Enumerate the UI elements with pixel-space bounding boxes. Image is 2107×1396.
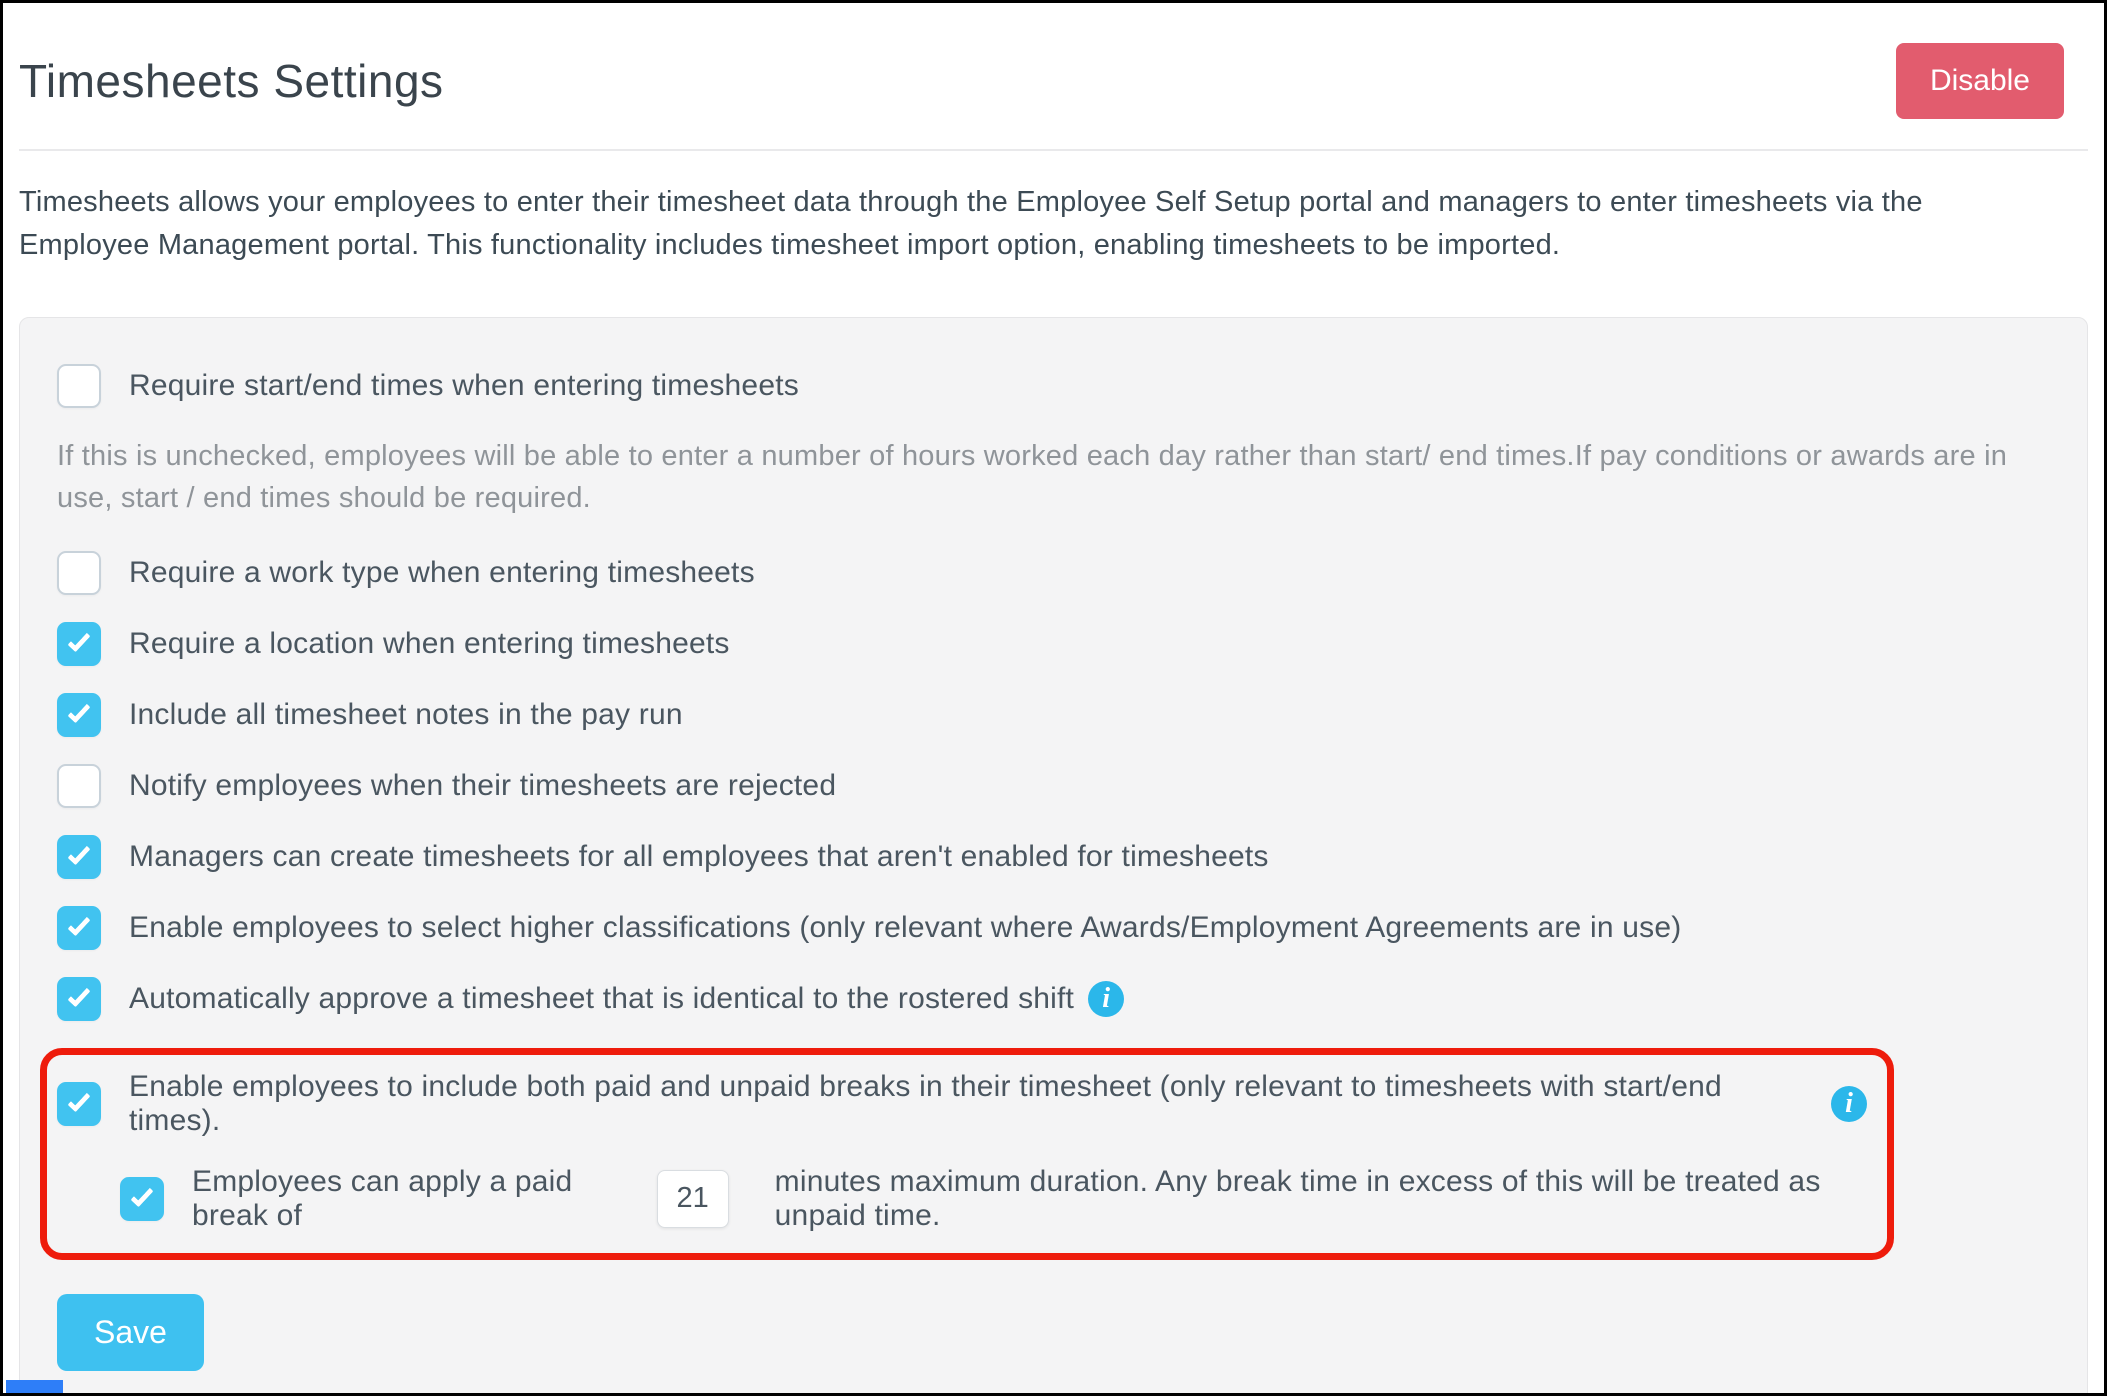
managers-create-label: Managers can create timesheets for all employees that aren't enabled for timesheets [129,839,1269,873]
info-icon[interactable]: i [1088,981,1124,1017]
paid-break-checkbox[interactable] [120,1177,164,1221]
higher-classifications-label: Enable employees to select higher classifications (only relevant where Awards/Employment Agreements are in use) [129,910,1682,944]
info-icon[interactable]: i [1831,1086,1867,1122]
notify-rejected-checkbox[interactable] [57,764,101,808]
page-title: Timesheets Settings [19,55,444,107]
require-location-label: Require a location when entering timesheets [129,626,730,660]
managers-create-checkbox[interactable] [57,835,101,879]
include-notes-checkbox[interactable] [57,693,101,737]
setting-row-paid-unpaid-breaks [57,1070,1867,1138]
require-start-end-checkbox[interactable] [57,364,101,408]
settings-panel [19,317,2088,1396]
check-icon [67,913,90,937]
check-icon [67,629,90,653]
save-button[interactable]: Save [57,1294,204,1371]
bottom-left-widget-strip [6,1380,63,1393]
disable-button[interactable]: Disable [1896,43,2064,119]
paid-break-minutes-input[interactable] [657,1170,729,1228]
check-icon [67,700,90,724]
require-location-checkbox[interactable] [57,622,101,666]
auto-approve-label: Automatically approve a timesheet that is identical to the rostered shift [129,981,1075,1015]
setting-row-higher-classifications [57,906,2047,950]
start-end-help-text: If this is unchecked, employees will be able to enter a number of hours worked each day rather than start/ end times.If pay conditions or awards are in use, start / end times should be required. [57,439,2008,514]
setting-row-require-work-type [57,551,2047,595]
page-description: Timesheets allows your employees to enter their timesheet data through the Employee Self Setup portal and managers to enter timesheets via the Employee Management portal. This functionality includes timesheet import option, enabling timesheets to be imported. [19,186,1923,261]
setting-row-require-start-end [57,364,2047,408]
header-divider [19,149,2088,151]
check-icon [67,1089,90,1113]
setting-row-require-location [57,622,2047,666]
page-header [3,3,2104,149]
setting-row-managers-create [57,835,2047,879]
setting-row-include-notes [57,693,2047,737]
auto-approve-checkbox[interactable] [57,977,101,1021]
require-work-type-label: Require a work type when entering timesheets [129,555,755,589]
paid-unpaid-breaks-checkbox[interactable] [57,1082,101,1126]
include-notes-label: Include all timesheet notes in the pay run [129,697,683,731]
paid-break-label-before: Employees can apply a paid break of [192,1164,573,1232]
higher-classifications-checkbox[interactable] [57,906,101,950]
require-start-end-label: Require start/end times when entering timesheets [129,368,799,402]
notify-rejected-label: Notify employees when their timesheets are rejected [129,768,837,802]
paid-break-label-after: minutes maximum duration. Any break time in excess of this will be treated as unpaid time. [774,1164,1821,1232]
paid-unpaid-breaks-label: Enable employees to include both paid and unpaid breaks in their timesheet (only relevant to timesheets with start/end times). [129,1069,1722,1137]
setting-row-paid-break-minutes [120,1165,1867,1233]
check-icon [130,1184,153,1208]
highlighted-setting-group [40,1048,1894,1260]
setting-row-auto-approve [57,977,2047,1021]
require-work-type-checkbox[interactable] [57,551,101,595]
setting-row-notify-rejected [57,764,2047,808]
check-icon [67,842,90,866]
check-icon [67,984,90,1008]
